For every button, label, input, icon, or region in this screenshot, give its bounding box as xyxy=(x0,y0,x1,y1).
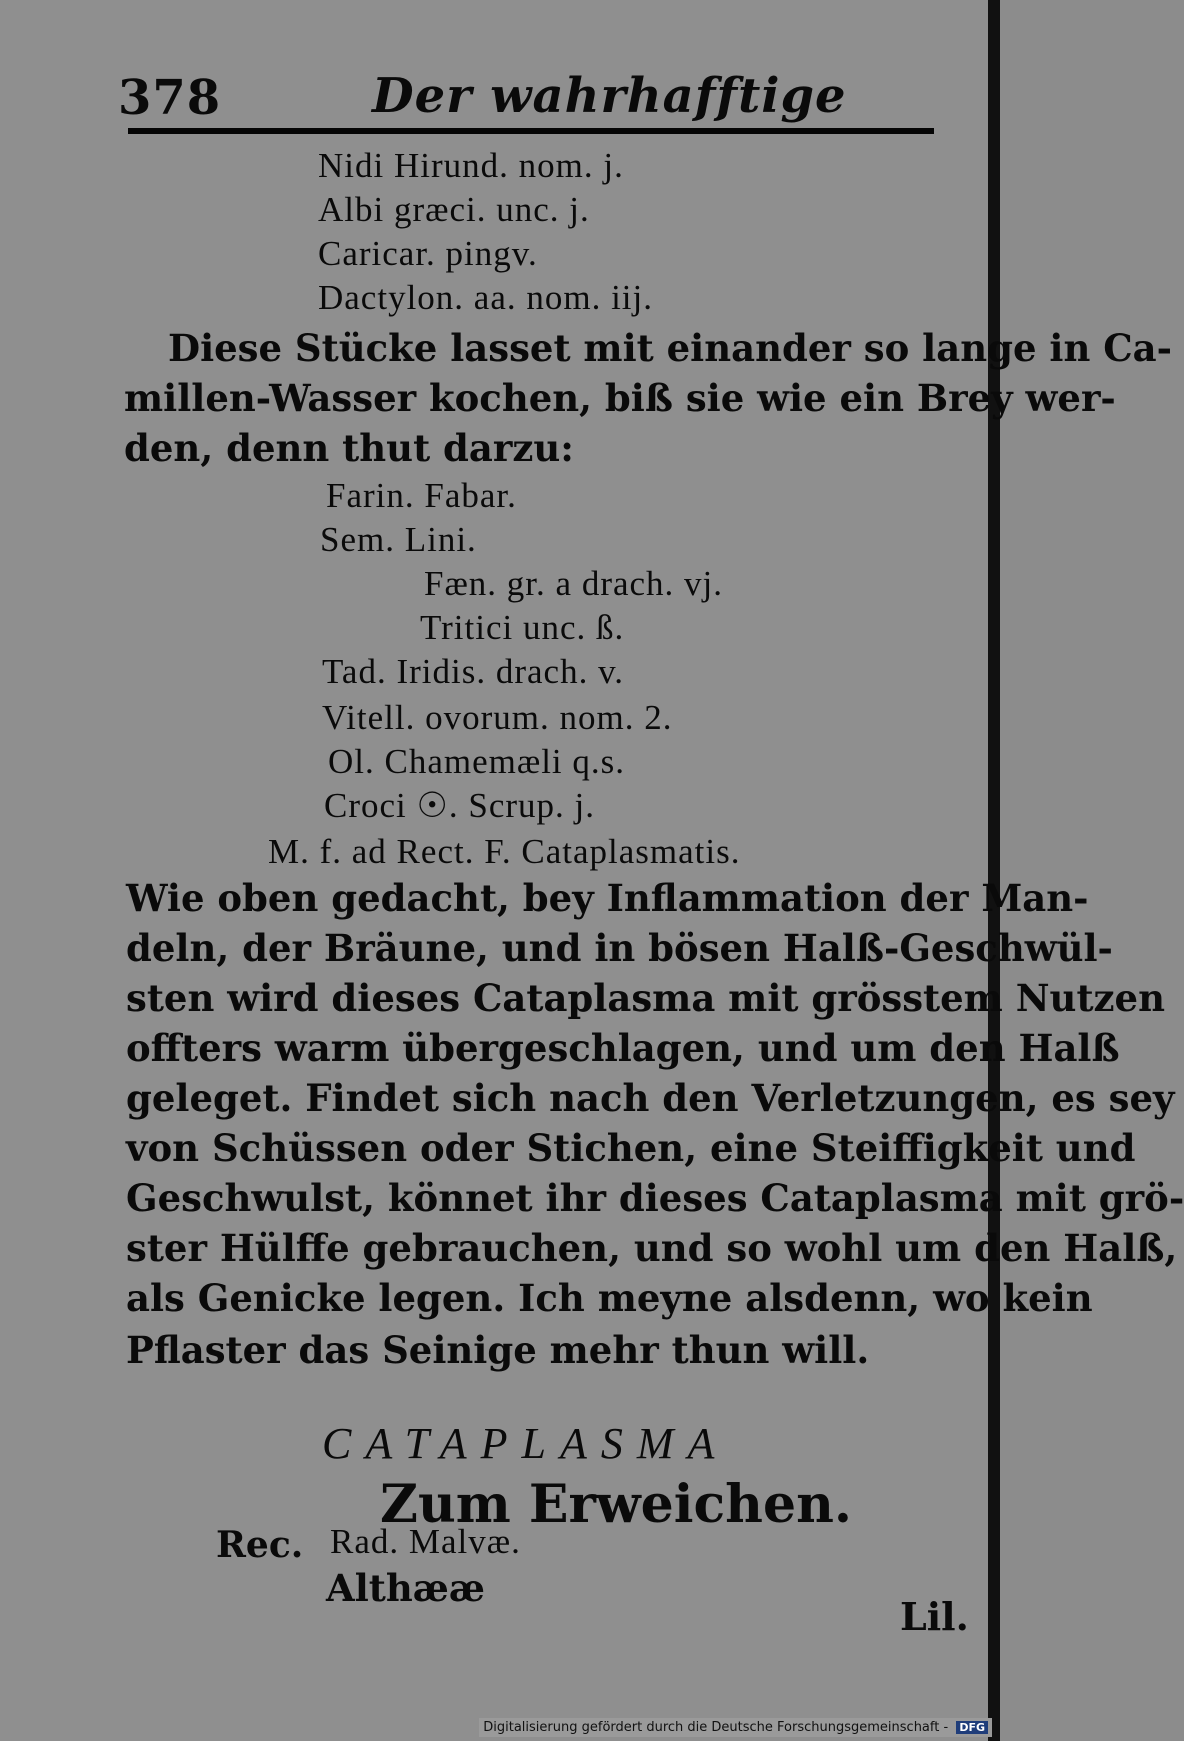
ingredient-line: Caricar. pingv. xyxy=(318,234,538,273)
paragraph-line: von Schüssen oder Stichen, eine Steiffigkeit und xyxy=(126,1126,1136,1170)
digitization-credit xyxy=(479,1718,992,1737)
ingredient-line: M. f. ad Rect. F. Cataplasmatis. xyxy=(268,832,741,871)
paragraph-line: offters warm übergeschlagen, und um den Halß xyxy=(126,1026,1120,1070)
paragraph-line: Geschwulst, könnet ihr dieses Cataplasma mit grö- xyxy=(126,1176,1184,1220)
ingredient-line: Vitell. ovorum. nom. 2. xyxy=(322,698,673,737)
ingredient-line: Farin. Fabar. xyxy=(326,476,517,515)
recipe-label: Rec. xyxy=(216,1524,304,1566)
paragraph-line: millen-Wasser kochen, biß sie wie ein Brey wer- xyxy=(124,376,1116,420)
section-subtitle: Zum Erweichen. xyxy=(380,1474,852,1535)
ingredient-line: Sem. Lini. xyxy=(320,520,477,559)
ingredient-line: Dactylon. aa. nom. iij. xyxy=(318,278,654,317)
paragraph-line: Wie oben gedacht, bey Inflammation der Man- xyxy=(126,876,1089,920)
catchword: Lil. xyxy=(900,1594,969,1639)
ingredient-line: Fæn. gr. a drach. vj. xyxy=(424,564,724,603)
ingredient-line: Tritici unc. ß. xyxy=(420,608,625,647)
ingredient-line: Rad. Malvæ. xyxy=(330,1522,521,1561)
digitization-credit-text: Digitalisierung gefördert durch die Deutsche Forschungsgemeinschaft - xyxy=(483,1720,949,1735)
ingredient-line: Ol. Chamemæli q.s. xyxy=(328,742,626,781)
ingredient-line: Tad. Iridis. drach. v. xyxy=(322,652,625,691)
paragraph-line: Diese Stücke lasset mit einander so lange in Ca- xyxy=(168,326,1173,370)
paragraph-line: deln, der Bräune, und in bösen Halß-Geschwül- xyxy=(126,926,1113,970)
paragraph-line: als Genicke legen. Ich meyne alsdenn, wo kein xyxy=(126,1276,1093,1320)
paragraph-line: Pflaster das Seinige mehr thun will. xyxy=(126,1328,870,1372)
paragraph-line: ster Hülffe gebrauchen, und so wohl um den Halß, xyxy=(126,1226,1178,1270)
dfg-logo: DFG xyxy=(956,1721,988,1734)
paragraph-line: den, denn thut darzu: xyxy=(124,426,574,470)
page-number: 378 xyxy=(118,70,222,126)
paragraph-line: sten wird dieses Cataplasma mit grösstem Nutzen xyxy=(126,976,1165,1020)
ingredient-line: Nidi Hirund. nom. j. xyxy=(318,146,624,185)
ingredient-line: Althææ xyxy=(326,1566,485,1610)
running-title: Der wahrhafftige xyxy=(372,68,847,124)
ingredient-line: Croci ☉. Scrup. j. xyxy=(324,786,596,825)
page-edge-shadow xyxy=(988,0,1000,1741)
ingredient-line: Albi græci. unc. j. xyxy=(318,190,590,229)
header-rule xyxy=(128,128,934,134)
paragraph-line: geleget. Findet sich nach den Verletzungen, es sey xyxy=(126,1076,1175,1120)
section-title: CATAPLASMA xyxy=(322,1419,729,1468)
page-header xyxy=(112,60,932,130)
